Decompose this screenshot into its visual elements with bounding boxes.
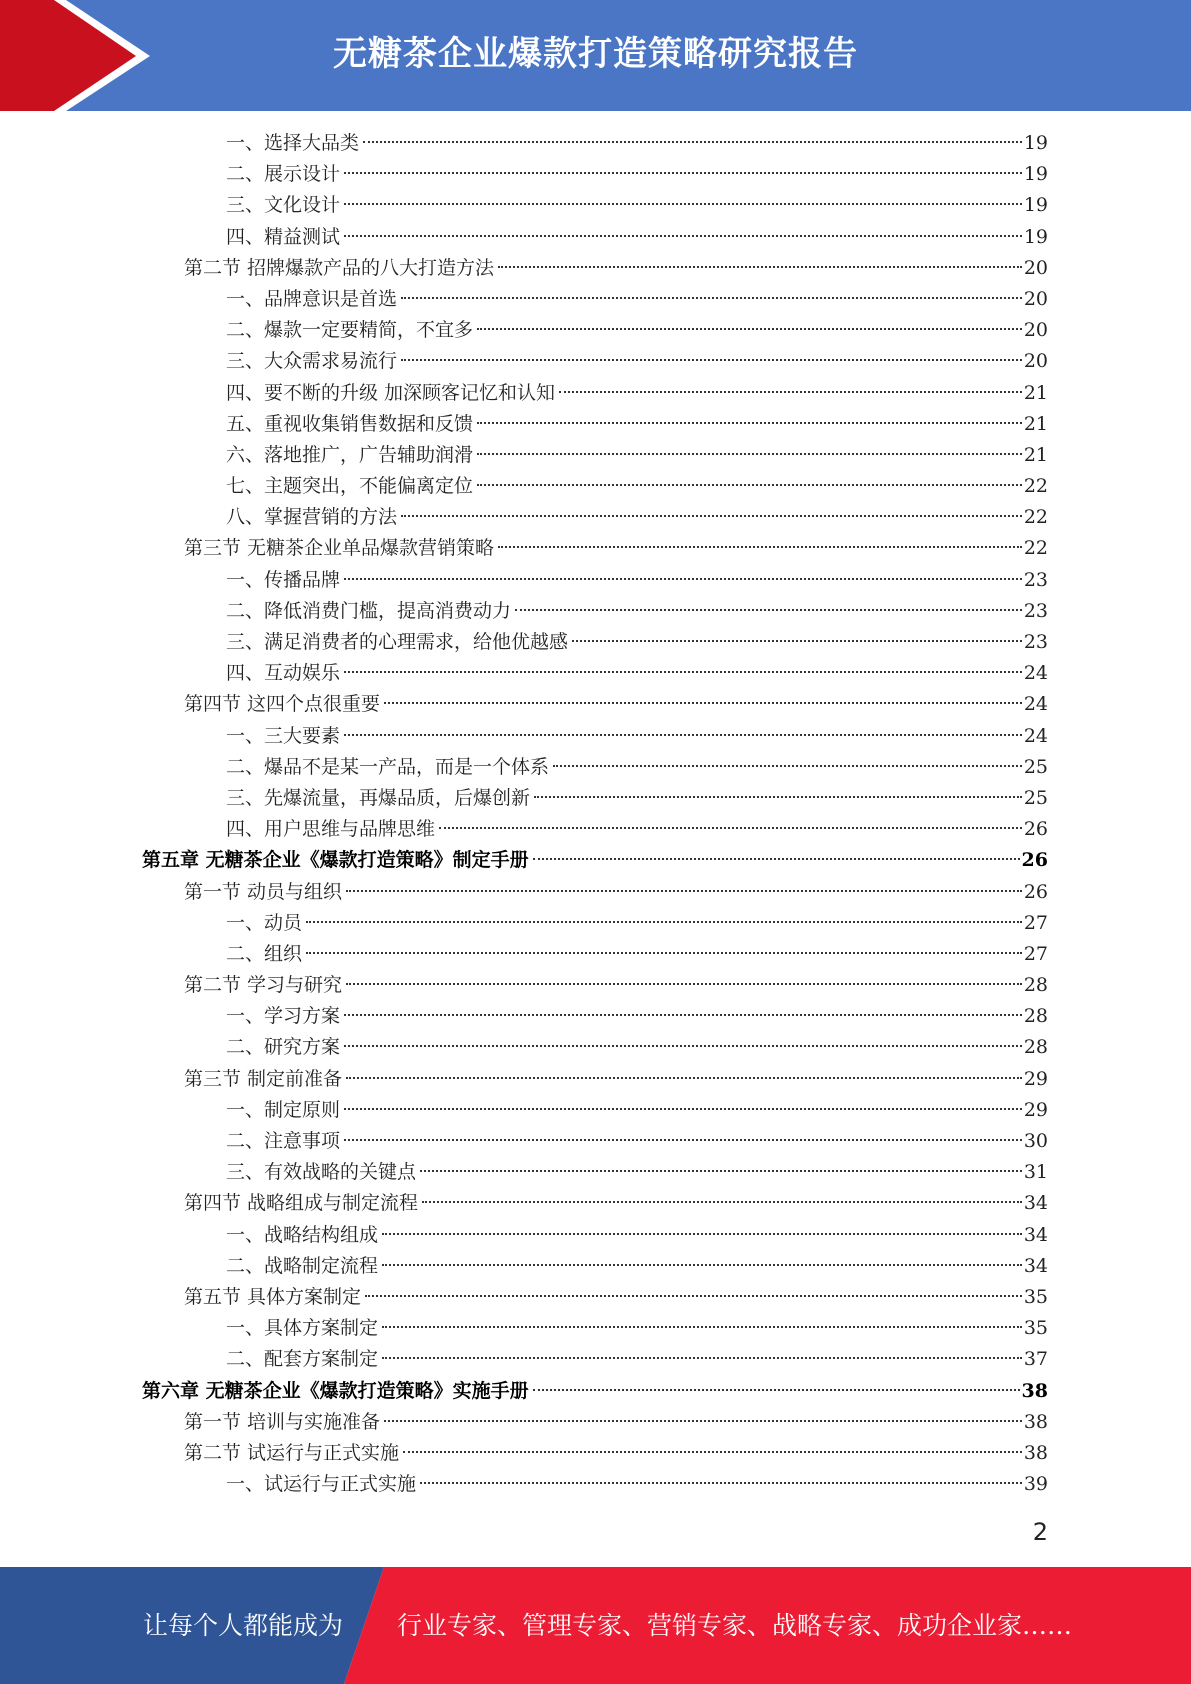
toc-entry-label: 第三节 制定前准备	[184, 1067, 343, 1090]
toc-entry-label: 第二节 试运行与正式实施	[184, 1441, 400, 1464]
toc-entry-label: 二、组织	[226, 942, 303, 965]
toc-entry[interactable]	[142, 190, 1048, 221]
toc-entry-label: 五、重视收集销售数据和反馈	[226, 412, 474, 435]
toc-entry-page: 34	[1023, 1254, 1048, 1277]
toc-entry-label: 第一节 动员与组织	[184, 880, 343, 903]
toc-entry-page: 19	[1023, 132, 1048, 154]
toc-dot-leader	[401, 359, 1022, 361]
toc-entry-label: 三、文化设计	[226, 194, 341, 217]
toc-entry-label: 一、具体方案制定	[226, 1317, 379, 1340]
report-title: 无糖茶企业爆款打造策略研究报告	[333, 34, 858, 74]
toc-entry-page: 20	[1023, 319, 1048, 342]
toc-entry[interactable]	[142, 346, 1048, 377]
toc-entry[interactable]	[142, 596, 1048, 627]
toc-entry-label: 第一节 培训与实施准备	[184, 1410, 381, 1433]
toc-dot-leader	[553, 765, 1022, 767]
toc-entry-page: 24	[1023, 693, 1048, 716]
toc-entry-label: 一、制定原则	[226, 1098, 341, 1121]
toc-entry[interactable]	[142, 814, 1048, 845]
toc-entry[interactable]	[142, 1126, 1048, 1157]
page-footer-banner	[0, 1567, 1191, 1684]
toc-entry-label: 八、掌握营销的方法	[226, 506, 398, 529]
toc-entry[interactable]	[142, 877, 1048, 908]
toc-dot-leader	[477, 422, 1022, 424]
toc-dot-leader	[515, 609, 1022, 611]
toc-entry-page: 27	[1023, 911, 1048, 934]
toc-dot-leader	[384, 702, 1022, 704]
toc-entry-label: 第四节 战略组成与制定流程	[184, 1192, 419, 1215]
toc-entry[interactable]	[142, 627, 1048, 658]
toc-entry-label: 二、战略制定流程	[226, 1254, 379, 1277]
toc-dot-leader	[439, 827, 1022, 829]
toc-entry-page: 26	[1021, 849, 1048, 872]
toc-dot-leader	[344, 578, 1022, 580]
toc-entry-page: 23	[1023, 599, 1048, 622]
toc-entry-page: 26	[1023, 818, 1048, 841]
toc-entry-page: 25	[1023, 786, 1048, 809]
toc-entry[interactable]	[142, 409, 1048, 440]
toc-dot-leader	[344, 734, 1022, 736]
toc-entry-label: 第二节 学习与研究	[184, 974, 343, 997]
toc-dot-leader	[559, 391, 1022, 393]
toc-entry-page: 35	[1023, 1285, 1048, 1308]
toc-dot-leader	[344, 203, 1022, 205]
toc-entry[interactable]	[142, 533, 1048, 564]
toc-entry-page: 26	[1023, 880, 1048, 903]
toc-dot-leader	[477, 328, 1022, 330]
toc-entry-page: 20	[1023, 287, 1048, 310]
toc-entry-label: 二、降低消费门槛，提高消费动力	[226, 599, 512, 622]
toc-entry-label: 第三节 无糖茶企业单品爆款营销策略	[184, 537, 495, 560]
toc-entry-label: 二、研究方案	[226, 1036, 341, 1059]
toc-entry-page: 19	[1023, 225, 1048, 248]
toc-entry-label: 一、战略结构组成	[226, 1223, 379, 1246]
toc-entry-page: 24	[1023, 662, 1048, 685]
toc-dot-leader	[382, 1233, 1022, 1235]
toc-entry-label: 二、爆款一定要精简，不宜多	[226, 319, 474, 342]
toc-entry[interactable]	[142, 502, 1048, 533]
toc-entry[interactable]	[142, 939, 1048, 970]
toc-dot-leader	[382, 1357, 1022, 1359]
toc-entry-label: 第二节 招牌爆款产品的八大打造方法	[184, 256, 495, 279]
toc-entry-label: 一、品牌意识是首选	[226, 287, 398, 310]
toc-entry-page: 21	[1023, 412, 1048, 435]
toc-entry-page: 31	[1023, 1161, 1048, 1184]
toc-dot-leader	[344, 172, 1022, 174]
toc-entry-page: 35	[1023, 1317, 1048, 1340]
toc-dot-leader	[401, 297, 1022, 299]
toc-dot-leader	[477, 453, 1022, 455]
toc-entry-page: 21	[1023, 381, 1048, 404]
toc-entry[interactable]	[142, 1032, 1048, 1063]
toc-entry[interactable]	[142, 159, 1048, 190]
toc-entry-label: 二、展示设计	[226, 163, 341, 186]
toc-entry-label: 三、满足消费者的心理需求，给他优越感	[226, 631, 569, 653]
toc-entry-page: 19	[1023, 194, 1048, 217]
toc-entry[interactable]	[142, 1251, 1048, 1282]
toc-dot-leader	[344, 671, 1022, 673]
toc-entry-page: 23	[1023, 631, 1048, 653]
toc-entry-page: 19	[1023, 163, 1048, 186]
toc-entry[interactable]	[142, 1095, 1048, 1126]
toc-entry-page: 29	[1023, 1098, 1048, 1121]
toc-entry[interactable]	[142, 1188, 1048, 1219]
toc-entry[interactable]	[142, 1313, 1048, 1344]
toc-entry-label: 四、互动娱乐	[226, 662, 341, 685]
toc-entry[interactable]	[142, 1282, 1048, 1313]
toc-entry-page: 38	[1021, 1379, 1048, 1402]
toc-dot-leader	[306, 952, 1022, 954]
table-of-contents	[142, 128, 1048, 1500]
toc-dot-leader	[346, 1077, 1022, 1079]
toc-entry-page: 20	[1023, 256, 1048, 279]
toc-entry-page: 37	[1023, 1348, 1048, 1371]
toc-dot-leader	[382, 1326, 1022, 1328]
toc-entry-label: 一、学习方案	[226, 1005, 341, 1028]
toc-entry-label: 一、选择大品类	[226, 132, 360, 154]
toc-entry-label: 七、主题突出，不能偏离定位	[226, 475, 474, 498]
toc-entry[interactable]	[142, 908, 1048, 939]
toc-entry-page: 34	[1023, 1223, 1048, 1246]
toc-dot-leader	[498, 546, 1022, 548]
toc-entry-page: 38	[1023, 1441, 1048, 1464]
toc-entry[interactable]	[142, 378, 1048, 409]
footer-slogan-right: 行业专家、管理专家、营销专家、战略专家、成功企业家……	[397, 1611, 1073, 1640]
toc-entry[interactable]	[142, 1469, 1048, 1500]
toc-entry[interactable]	[142, 471, 1048, 502]
toc-dot-leader	[498, 266, 1022, 268]
toc-dot-leader	[420, 1170, 1022, 1172]
toc-dot-leader	[533, 858, 1020, 860]
page-header-banner	[0, 0, 1191, 111]
toc-dot-leader	[401, 515, 1022, 517]
toc-dot-leader	[382, 1264, 1022, 1266]
toc-dot-leader	[344, 1045, 1022, 1047]
toc-entry-label: 一、三大要素	[226, 724, 341, 747]
toc-entry-label: 第四节 这四个点很重要	[184, 693, 381, 716]
toc-dot-leader	[306, 921, 1022, 923]
toc-entry[interactable]	[142, 1157, 1048, 1188]
toc-dot-leader	[422, 1201, 1022, 1203]
toc-entry-label: 二、注意事项	[226, 1130, 341, 1152]
toc-entry-page: 22	[1023, 506, 1048, 529]
toc-entry[interactable]	[142, 284, 1048, 315]
footer-slogan-left: 让每个人都能成为	[143, 1611, 344, 1640]
toc-dot-leader	[477, 484, 1022, 486]
toc-dot-leader	[344, 1139, 1022, 1141]
toc-entry-label: 第五节 具体方案制定	[184, 1285, 362, 1308]
toc-dot-leader	[344, 235, 1022, 237]
toc-dot-leader	[403, 1451, 1022, 1453]
toc-entry[interactable]	[142, 1376, 1048, 1407]
toc-dot-leader	[533, 1389, 1020, 1391]
toc-entry[interactable]	[142, 222, 1048, 253]
toc-entry-label: 四、用户思维与品牌思维	[226, 818, 436, 841]
toc-entry-label: 第六章 无糖茶企业《爆款打造策略》实施手册	[142, 1379, 529, 1402]
toc-entry-label: 三、有效战略的关键点	[226, 1161, 417, 1184]
page-number: 2	[1032, 1518, 1048, 1546]
toc-entry[interactable]	[142, 845, 1048, 876]
toc-entry[interactable]	[142, 689, 1048, 720]
toc-entry[interactable]	[142, 565, 1048, 596]
toc-entry[interactable]	[142, 253, 1048, 284]
toc-dot-leader	[384, 1420, 1022, 1422]
toc-entry-page: 38	[1023, 1410, 1048, 1433]
toc-entry-page: 30	[1023, 1130, 1048, 1152]
toc-entry-page: 28	[1023, 974, 1048, 997]
toc-entry[interactable]	[142, 752, 1048, 783]
toc-entry-label: 六、落地推广，广告辅助润滑	[226, 443, 474, 466]
toc-entry[interactable]	[142, 783, 1048, 814]
toc-entry[interactable]	[142, 1001, 1048, 1032]
toc-entry-label: 一、传播品牌	[226, 568, 341, 591]
toc-entry-label: 一、试运行与正式实施	[226, 1473, 417, 1496]
toc-entry[interactable]	[142, 1064, 1048, 1095]
toc-dot-leader	[363, 141, 1022, 143]
toc-dot-leader	[344, 1014, 1022, 1016]
toc-entry[interactable]	[142, 1344, 1048, 1375]
toc-dot-leader	[344, 1108, 1022, 1110]
toc-entry-label: 四、精益测试	[226, 225, 341, 248]
toc-entry-page: 28	[1023, 1005, 1048, 1028]
toc-entry-page: 23	[1023, 568, 1048, 591]
toc-entry[interactable]	[142, 1407, 1048, 1438]
toc-entry[interactable]	[142, 721, 1048, 752]
toc-entry[interactable]	[142, 128, 1048, 159]
toc-entry-label: 二、配套方案制定	[226, 1348, 379, 1371]
toc-entry-label: 第五章 无糖茶企业《爆款打造策略》制定手册	[142, 849, 529, 872]
toc-entry[interactable]	[142, 1438, 1048, 1469]
toc-dot-leader	[365, 1295, 1022, 1297]
toc-entry-page: 22	[1023, 537, 1048, 560]
toc-entry-label: 二、爆品不是某一产品，而是一个体系	[226, 755, 550, 778]
toc-entry-label: 四、要不断的升级 加深顾客记忆和认知	[226, 381, 556, 404]
toc-entry-page: 20	[1023, 350, 1048, 373]
toc-entry-page: 24	[1023, 724, 1048, 747]
toc-entry-page: 25	[1023, 755, 1048, 778]
toc-dot-leader	[534, 796, 1022, 798]
toc-entry-page: 27	[1023, 942, 1048, 965]
toc-entry[interactable]	[142, 315, 1048, 346]
toc-entry-page: 22	[1023, 475, 1048, 498]
toc-entry[interactable]	[142, 658, 1048, 689]
toc-dot-leader	[346, 890, 1022, 892]
toc-entry-label: 一、动员	[226, 911, 303, 934]
toc-dot-leader	[572, 640, 1022, 642]
toc-dot-leader	[346, 983, 1022, 985]
toc-entry-page: 39	[1023, 1473, 1048, 1496]
toc-entry-page: 21	[1023, 443, 1048, 466]
toc-entry-page: 28	[1023, 1036, 1048, 1059]
toc-entry-label: 三、先爆流量，再爆品质，后爆创新	[226, 786, 531, 809]
toc-entry-page: 29	[1023, 1067, 1048, 1090]
toc-entry[interactable]	[142, 440, 1048, 471]
toc-entry[interactable]	[142, 1220, 1048, 1251]
toc-entry[interactable]	[142, 970, 1048, 1001]
toc-entry-page: 34	[1023, 1192, 1048, 1215]
toc-dot-leader	[420, 1482, 1022, 1484]
toc-entry-label: 三、大众需求易流行	[226, 350, 398, 373]
